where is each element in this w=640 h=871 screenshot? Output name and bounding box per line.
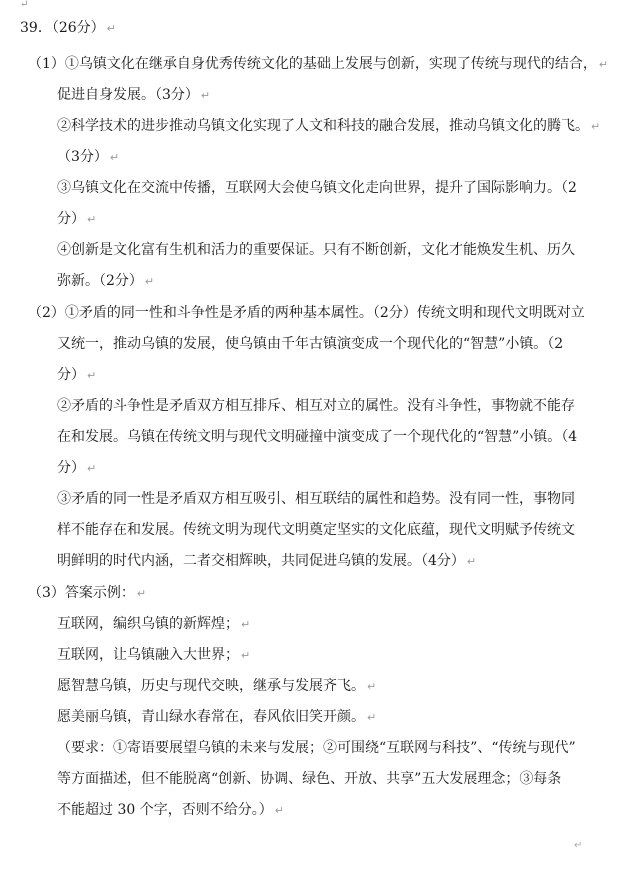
answer-line: 愿智慧乌镇，历史与现代交映，继承与发展齐飞。 ↵ bbox=[57, 678, 377, 694]
answer-line: （要求：①寄语要展望乌镇的未来与发展；②可围绕“互联网与科技”、“传统与现代” bbox=[57, 740, 576, 756]
answer-line: 等方面描述，但不能脱离“创新、协调、绿色、开放、共享”五大发展理念；③每条 bbox=[57, 771, 562, 787]
answer-line: 愿美丽乌镇，青山绿水春常在，春风依旧笑开颜。 ↵ bbox=[57, 709, 377, 725]
answer-line: ②科学技术的进步推动乌镇文化实现了人文和科技的融合发展，推动乌镇文化的腾飞。 ↵ bbox=[57, 118, 601, 134]
answer-line: 不能超过 30 个字，否则不给分。） ↵ bbox=[57, 802, 284, 818]
answer-line: 分） ↵ bbox=[57, 211, 97, 227]
answer-line: （2）①矛盾的同一性和斗争性是矛盾的两种基本属性。（2分）传统文明和现代文明既对立 bbox=[28, 305, 585, 321]
answer-line: 分） ↵ bbox=[57, 367, 97, 383]
answer-line: 在和发展。乌镇在传统文明与现代文明碰撞中演变成了一个现代化的“智慧”小镇。（4 bbox=[57, 429, 578, 445]
answer-line: 分） ↵ bbox=[57, 460, 97, 476]
answer-line: 明鲜明的时代内涵，二者交相辉映，共同促进乌镇的发展。（4分） ↵ bbox=[57, 553, 477, 569]
answer-line: ③矛盾的同一性是矛盾双方相互吸引、相互联结的属性和趋势。没有同一性，事物同 bbox=[57, 491, 575, 507]
answer-line: （1）①乌镇文化在继承自身优秀传统文化的基础上发展与创新，实现了传统与现代的结合， ↵ bbox=[28, 56, 609, 72]
answer-line: ③乌镇文化在交流中传播，互联网大会使乌镇文化走向世界，提升了国际影响力。（2 bbox=[57, 180, 577, 196]
question-number: 39．（26分） bbox=[20, 20, 105, 36]
answer-line: 互联网，编织乌镇的新辉煌； ↵ bbox=[57, 616, 251, 632]
answer-line: （3）答案示例： ↵ bbox=[28, 585, 147, 601]
answer-line: 样不能存在和发展。传统文明为现代文明奠定坚实的文化底蕴，现代文明赋予传统文 bbox=[57, 522, 575, 538]
answer-line: 互联网，让乌镇融入大世界； ↵ bbox=[57, 647, 251, 663]
paragraph-mark: ↵ bbox=[20, 0, 29, 10]
answer-line: ④创新是文化富有生机和活力的重要保证。只有不断创新，文化才能焕发生机、历久 bbox=[57, 242, 575, 258]
answer-line: 弥新。（2分） ↵ bbox=[57, 273, 155, 289]
paragraph-mark: ↵ bbox=[574, 840, 583, 851]
answer-line: 又统一，推动乌镇的发展，使乌镇由千年古镇演变成一个现代化的“智慧”小镇。（2 bbox=[57, 336, 564, 352]
answer-line: （3分） ↵ bbox=[57, 149, 120, 165]
question-header: 39．（26分） ↵ bbox=[20, 20, 116, 36]
answer-line: 促进自身发展。（3分） ↵ bbox=[57, 87, 211, 103]
answer-line: ②矛盾的斗争性是矛盾双方相互排斥、相互对立的属性。没有斗争性，事物就不能存 bbox=[57, 398, 575, 414]
